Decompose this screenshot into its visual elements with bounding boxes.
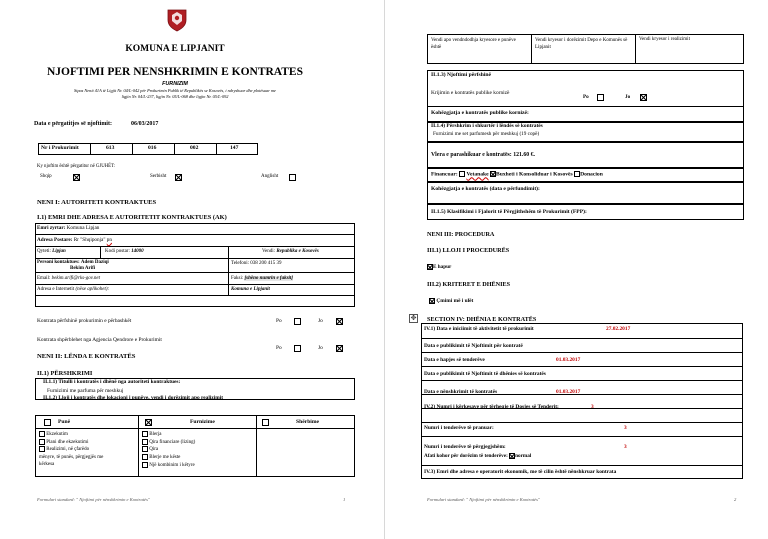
- language-albanian-label: Shqip: [40, 174, 52, 179]
- contact-person-value: Adem Daziqi: [80, 260, 109, 265]
- works-label: Punë: [58, 419, 71, 425]
- postal-address-label: Adresa Postare:: [37, 237, 73, 243]
- short-description-value: Furnizimi me set parfumesh për meshkuj (19 copë): [433, 131, 540, 137]
- language-serbian-checkbox[interactable]: [175, 174, 182, 181]
- contact-person-value-2: Bekim Arifi: [70, 266, 96, 271]
- submission-deadline-value: normal: [515, 453, 532, 460]
- central-agency-label: Kontrata shpërblehet nga Agjencia Qendrore e Prokurimit: [37, 337, 162, 343]
- short-description-label: II.1.4) Përshkrim i shkurtër i lëndës së kontratës: [431, 123, 543, 129]
- supplies-option[interactable]: Një kombinim i këtyre: [142, 462, 195, 470]
- supplies-option[interactable]: Qira financiare (lizing): [142, 439, 195, 447]
- supplies-option[interactable]: Blerja: [142, 431, 195, 439]
- country-label: Vendi:: [262, 249, 276, 254]
- procurement-number-part: 016: [148, 145, 157, 151]
- framework-duration-label: Kohëzgjatja e kontratës publike kornizë:: [431, 110, 529, 116]
- works-option-continued: mënyre, të punës, përgjegjës me: [39, 454, 104, 460]
- lowest-price-checkbox[interactable]: [429, 298, 435, 304]
- works-checkbox[interactable]: [44, 419, 51, 426]
- supplies-label: Furnizime: [190, 419, 215, 425]
- financing-budget-label: Buxheti i Konsoliduar i Kosovës: [496, 171, 573, 178]
- fax-label: Faksi:: [231, 276, 244, 281]
- financing-own-label: Vetanake: [466, 171, 489, 178]
- framework-yes-label: Po: [583, 94, 589, 100]
- financing-donation-label: Donacion: [580, 171, 603, 178]
- language-albanian-checkbox[interactable]: [73, 174, 80, 181]
- preparation-date-value: 06/03/2017: [131, 121, 159, 127]
- postal-code-value: 14000: [131, 249, 144, 254]
- city-value: Lipjan: [52, 249, 66, 254]
- award-row-label: IV.2) Numri i kërkesave për tërheqje të Dosjes së Tenderit:: [424, 404, 559, 410]
- postal-address-value: Rr "Shqiponja": [73, 237, 106, 243]
- award-criteria-value: Çmimi më i ulët: [436, 298, 474, 305]
- realization-location-label: Vendi kryesor i realizimit: [639, 37, 690, 42]
- procurement-number-label: Nr i Prokurimit: [41, 145, 79, 151]
- cpv-label: II.1.5) Klasifikimi i Fjalorit të Përgjithshëm të Prokurimit (FPP):: [431, 209, 587, 215]
- preparation-date-label: Data e përgatitjes së njoftimit:: [34, 121, 112, 127]
- municipality-name: KOMUNA E LIPJANIT: [125, 44, 225, 54]
- joint-procurement-label: Kontrata përfshinë prokurimin e përbashkët: [37, 318, 132, 324]
- language-english-checkbox[interactable]: [289, 174, 296, 181]
- framework-yes-checkbox[interactable]: [597, 94, 604, 101]
- supplies-options-list: [142, 431, 195, 469]
- document-page-2: [384, 0, 768, 539]
- central-agency-yes-checkbox[interactable]: [294, 345, 301, 352]
- contract-value: 121.60 €.: [513, 152, 535, 158]
- award-row-label: Data e publikimit të Njoftimit të dhënies së kontratës: [424, 371, 546, 377]
- framework-no-label: Jo: [625, 94, 631, 100]
- language-english-label: Anglisht: [261, 174, 279, 179]
- submission-deadline-label: Afati kohor për dorëzim të tenderëve:: [424, 453, 508, 460]
- section-3-1-title: III.1) LLOJI I PROCEDURËS: [427, 247, 510, 254]
- table-move-handle-icon[interactable]: ✥: [410, 314, 417, 322]
- official-name-value: Komuna Lipjan: [66, 225, 100, 231]
- fax-value: [shëno numrin e faksit]: [244, 276, 293, 281]
- works-options-list: [39, 431, 103, 469]
- award-row-value: 01.03.2017: [556, 389, 581, 395]
- phone-value: 038 200 415 39: [250, 261, 282, 266]
- section-3-2-title: III.2) KRITERET E DHËNIES: [427, 281, 511, 288]
- works-option[interactable]: Plani dhe ekzekutimi: [39, 439, 103, 447]
- award-row-label: Data e hapjes së tenderëve: [424, 357, 485, 363]
- official-name-label: Emri zyrtar:: [37, 225, 66, 231]
- page-1-footer: Formulari standard: " Njoftimi për nënshkrimin e Kontratës": [37, 497, 150, 502]
- framework-no-checkbox[interactable]: [640, 94, 647, 101]
- language-serbian-label: Serbisht: [150, 174, 167, 179]
- works-option[interactable]: Ekzekutim: [39, 431, 103, 439]
- award-row-value: 27.02.2017: [606, 326, 631, 332]
- award-row-value: 01.03.2017: [556, 357, 581, 363]
- works-location-label: Vendi apo vendndodhja kryesore e punëve është: [431, 38, 516, 50]
- phone-label: Telefoni:: [231, 261, 249, 266]
- works-option[interactable]: Realizimi, në çfarëdo: [39, 446, 103, 454]
- submission-deadline-normal-checkbox[interactable]: [509, 453, 515, 459]
- contact-person-label: Personi kontaktues:: [37, 260, 80, 265]
- joint-procurement-no-checkbox[interactable]: [336, 318, 343, 325]
- procurement-number-part: 613: [106, 145, 115, 151]
- award-row-label: IV.1) Data e iniciimit të aktivitetit të prokurimit: [424, 326, 534, 332]
- joint-procurement-yes-checkbox[interactable]: [294, 318, 301, 325]
- page-1-number: 1: [343, 497, 346, 502]
- postal-address-suffix: pn: [106, 237, 112, 243]
- country-value: Republika e Kosovës: [276, 249, 319, 254]
- supplies-option[interactable]: Qira: [142, 446, 195, 454]
- section-4-title: SECTION IV: DHËNIA E KONTRATËS: [427, 316, 537, 323]
- contract-type-location-label: II.1.2) Lloji i kontratës dhe lokacioni i punëve, vendi i dorëzimit apo realizimit: [43, 395, 224, 401]
- financing-budget-checkbox[interactable]: [490, 171, 496, 177]
- framework-contract-label: Krijimin e kontratës publike kornizë: [431, 90, 510, 96]
- award-row-label: Data e publikimit të Njoftimit për kontratë: [424, 343, 523, 349]
- services-checkbox[interactable]: [262, 419, 269, 426]
- section-1-1-title: I.1) EMRI DHE ADRESA E AUTORITETIT KONTRAKTUES (AK): [37, 214, 227, 221]
- website-label: Adresa e Internetit: [37, 287, 75, 292]
- contract-value-label: Vlera e parashikuar e kontratës:: [431, 152, 512, 158]
- postal-code-label: Kodi postar:: [105, 249, 130, 254]
- financing-label: Financuar:: [431, 171, 458, 178]
- page-2-footer: Formulari standard: " Njoftimi për nënshkrimin e Kontratës": [427, 497, 540, 502]
- economic-operator-label: IV.3) Emri dhe adresa e operatorit ekonomik, me të cilin është nënshkruar kontrata: [424, 469, 617, 475]
- email-value[interactable]: bekim.arifi@rks-gov.net: [51, 276, 100, 281]
- languages-label: Ky njoftim është përgatitur në GJUHËT:: [37, 164, 116, 169]
- notice-includes-label: II.1.3) Njoftimi përfshinë: [431, 72, 491, 78]
- services-label: Shërbime: [296, 419, 319, 425]
- page-2-number: 2: [734, 497, 737, 502]
- procurement-number-part: 147: [230, 145, 239, 151]
- joint-procurement-yes-label: Po: [276, 318, 282, 324]
- website-hint: (nëse aplikohet):: [75, 287, 110, 292]
- website-value: Komuna e Lipjanit: [231, 287, 270, 292]
- contract-title-label: II.1.1) Titulli i kontratës i dhënë nga autoriteti kontraktues:: [43, 379, 181, 385]
- central-agency-yes-label: Po: [276, 345, 282, 351]
- municipality-emblem-icon: [166, 8, 188, 32]
- award-row-label: Numri i tenderëve të pranuar:: [424, 425, 494, 431]
- award-row-label: Data e nënshkrimit të kontratës: [424, 389, 498, 395]
- procedure-value: E hapur: [433, 264, 452, 271]
- legal-basis-line-2: ligjin Nr. 04/L-237, ligjin Nr. 05/L-068 dhe ligjin Nr. 05/L-092: [121, 94, 229, 99]
- city-label: Qyteti:: [37, 249, 51, 254]
- contract-title-value: Furnizimi me parfuma për meshkuj: [47, 388, 124, 394]
- supplies-option[interactable]: Blerje me këste: [142, 454, 195, 462]
- supplies-checkbox[interactable]: [145, 419, 152, 426]
- central-agency-no-checkbox[interactable]: [336, 345, 343, 352]
- award-row-value: 3: [624, 425, 627, 431]
- section-3-title: NENI III: PROCEDURA: [427, 231, 495, 238]
- legal-basis-line-1: Sipas Nenit 41A të Ligjit Nr. 04/L-042 për Prokurimin Publik të Republikës se Kosovës, i ndryshuar dhe plotësuar me: [74, 88, 276, 93]
- procedure-open-checkbox[interactable]: [427, 264, 433, 270]
- section-2-1-title: II.1) PËRSHKRIMI: [37, 370, 93, 377]
- award-row-label: Numri i tenderëve të përgjegjshëm:: [424, 444, 506, 450]
- award-row-value: 3: [591, 404, 594, 410]
- contract-duration-label: Kohëzgjatja e kontratës (data e përfundimit):: [431, 186, 540, 192]
- delivery-location-label: Vendi kryesor i dorëzimit Depo e Komunës së Lipjanit: [535, 38, 628, 50]
- section-2-title: NENI II: LËNDA E KONTRATËS: [37, 353, 136, 360]
- financing-own-checkbox[interactable]: [459, 171, 465, 177]
- document-subtitle: FURNIZIM: [162, 81, 188, 87]
- works-option-continued: kërkesa: [39, 462, 55, 468]
- award-row-value: 3: [624, 444, 627, 450]
- central-agency-no-label: Jo: [318, 345, 323, 351]
- financing-donation-checkbox[interactable]: [574, 171, 580, 177]
- email-label: Email:: [37, 276, 51, 281]
- document-title: NJOFTIMI PER NENSHKRIMIN E KONTRATES: [46, 66, 303, 78]
- section-1-title: NENI I: AUTORITETI KONTRAKTUES: [37, 199, 157, 206]
- joint-procurement-no-label: Jo: [318, 318, 323, 324]
- procurement-number-part: 002: [190, 145, 199, 151]
